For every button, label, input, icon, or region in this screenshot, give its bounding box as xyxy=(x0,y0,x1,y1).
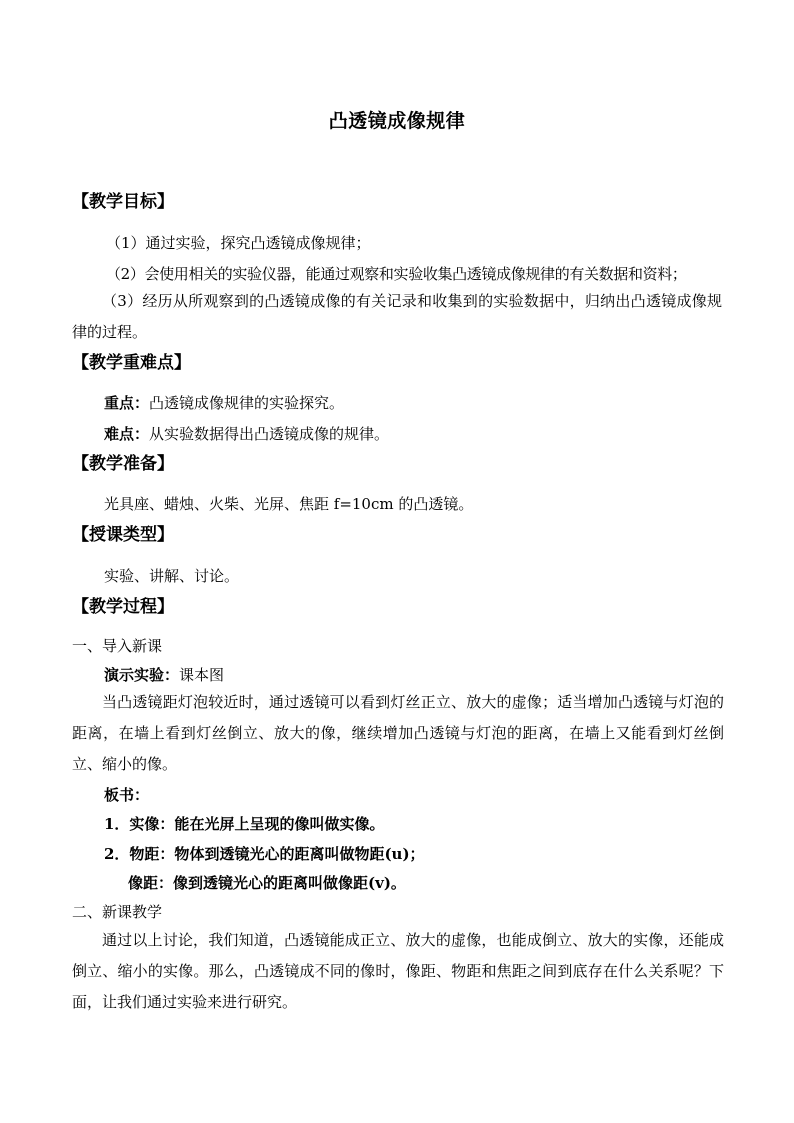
demo-text: 课本图 xyxy=(179,666,225,684)
key-points-heading: 【教学重难点】 xyxy=(72,353,191,373)
difficulty-label: 难点： xyxy=(104,425,150,443)
board-item-1: 1．实像：能在光屏上呈现的像叫做实像。 xyxy=(104,815,385,833)
process-heading: 【教学过程】 xyxy=(72,597,174,617)
lesson-type-text: 实验、讲解、讨论。 xyxy=(104,567,240,585)
focus-text: 凸透镜成像规律的实验探究。 xyxy=(149,394,345,412)
part2-paragraph: 通过以上讨论，我们知道，凸透镜能成正立、放大的虚像，也能成倒立、放大的实像，还能成倒立、缩小的实像。那么，凸透镜成不同的像时，像距、物距和焦距之间到底存在什么关系呢？下面，让我们通过实验来进行研究。 xyxy=(72,931,724,1011)
focus-label: 重点： xyxy=(104,394,150,412)
part2-title-text: 二、新课教学 xyxy=(72,903,163,921)
objective-item-3: （3）经历从所观察到的凸透镜成像的有关记录和收集到的实验数据中，归纳出凸透镜成像规律的过程。 xyxy=(72,292,722,341)
difficulty-line xyxy=(104,424,389,444)
difficulty-text: 从实验数据得出凸透镜成像的规律。 xyxy=(149,425,390,443)
objective-item-2: （2）会使用相关的实验仪器，能通过观察和实验收集凸透镜成像规律的有关数据和资料； xyxy=(106,265,687,283)
demo-paragraph: 当凸透镜距灯泡较近时，通过透镜可以看到灯丝正立、放大的虚像；适当增加凸透镜与灯泡的距离，在墙上看到灯丝倒立、放大的像，继续增加凸透镜与灯泡的距离，在墙上又能看到灯丝倒立、缩小的像。 xyxy=(72,693,724,773)
preparation-heading: 【教学准备】 xyxy=(72,454,174,474)
board-item-2: 2．物距：物体到透镜光心的距离叫做物距(u)； xyxy=(104,845,425,863)
part1-title xyxy=(72,636,162,656)
preparation-text: 光具座、蜡烛、火柴、光屏、焦距 f=10cm 的凸透镜。 xyxy=(104,495,474,513)
board-label: 板书： xyxy=(104,786,150,804)
objective-item-1: （1）通过实验，探究凸透镜成像规律； xyxy=(106,234,371,252)
part2-title xyxy=(72,902,162,922)
demo-label: 演示实验： xyxy=(104,666,180,684)
board-item-3: 像距：像到透镜光心的距离叫做像距(v)。 xyxy=(128,874,406,892)
demo-line xyxy=(104,665,224,685)
objectives-heading: 【教学目标】 xyxy=(72,192,174,212)
lesson-type-heading: 【授课类型】 xyxy=(72,525,174,545)
page-title: 凸透镜成像规律 xyxy=(328,110,466,132)
part1-title-text: 一、导入新课 xyxy=(72,637,163,655)
focus-line xyxy=(104,393,344,413)
